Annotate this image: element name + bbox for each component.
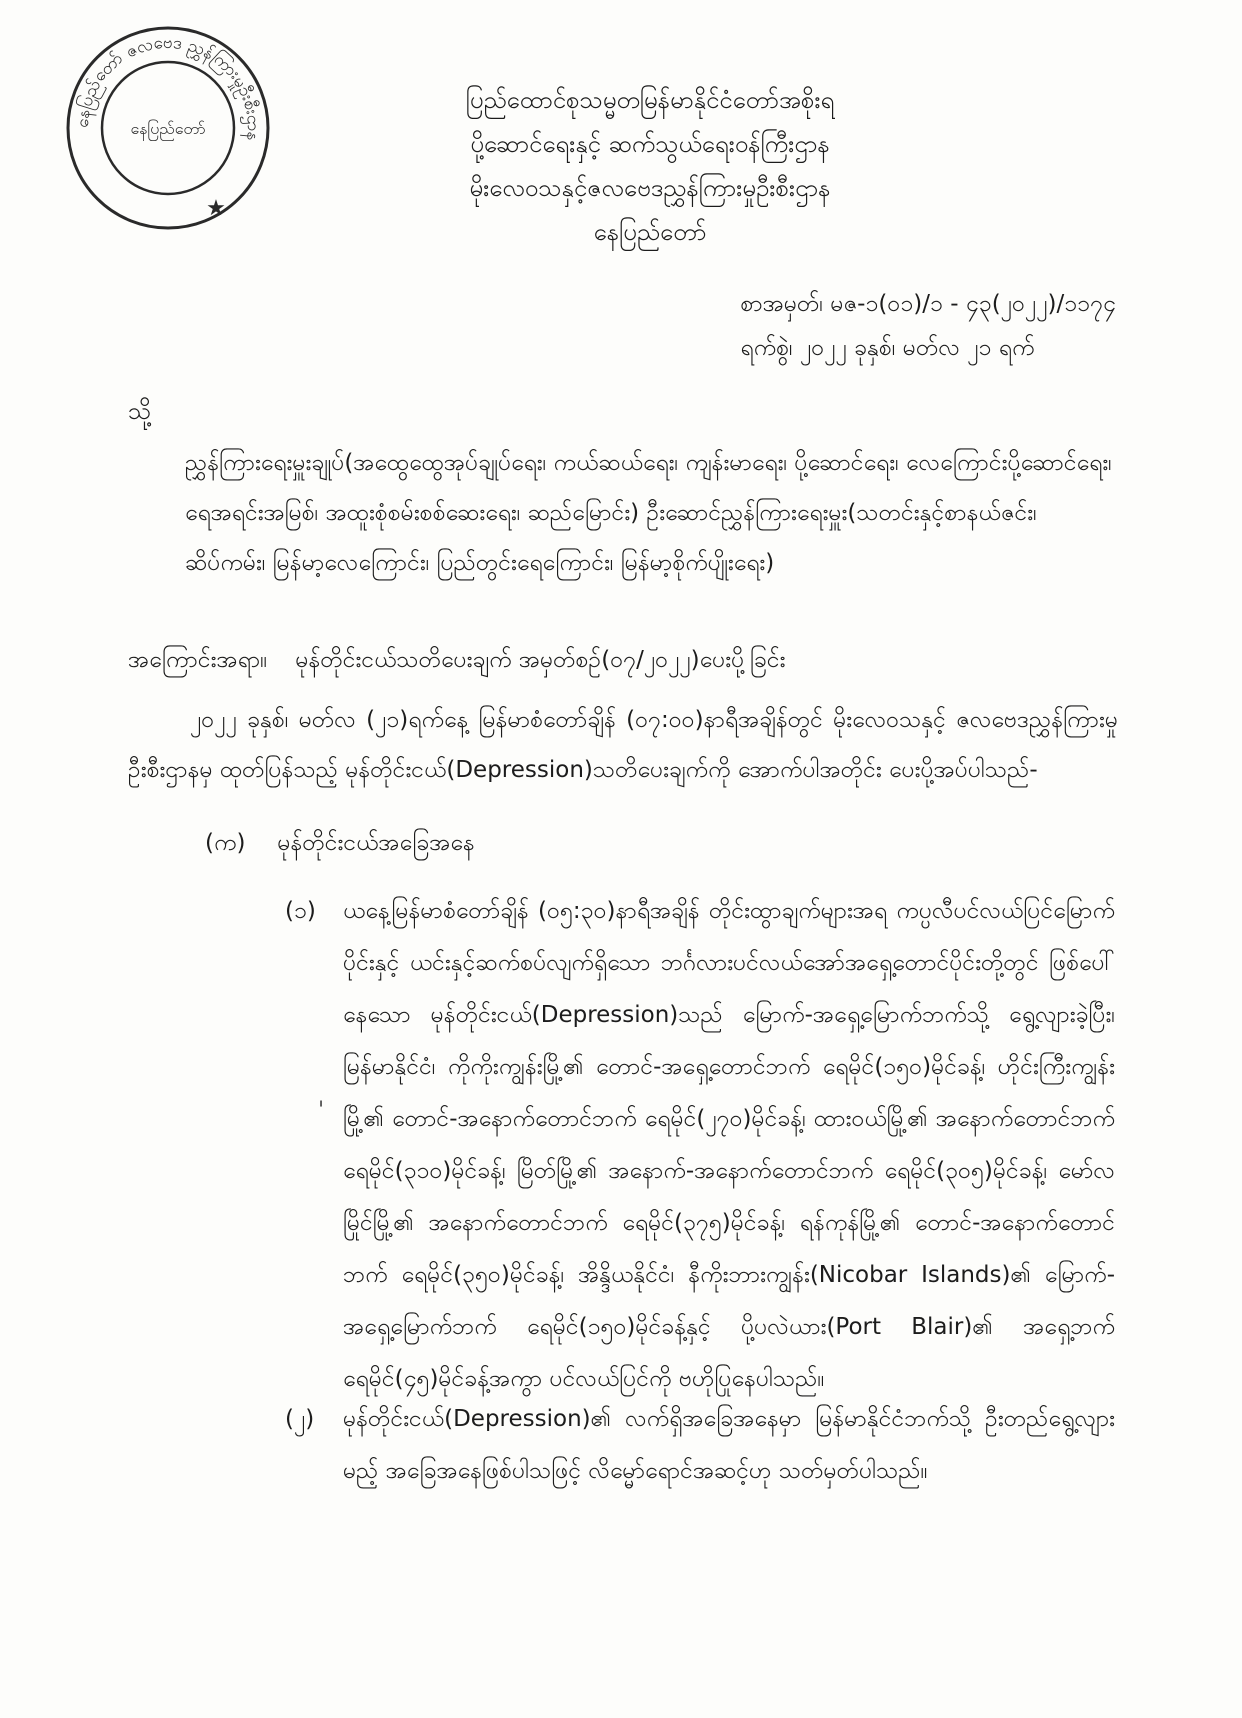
- list-item: [285, 1393, 1115, 1497]
- star-icon: ★: [206, 196, 226, 221]
- letter-date: ရက်စွဲ၊ ၂၀၂၂ ခုနှစ်၊ မတ်လ ၂၁ ရက်: [740, 335, 1035, 361]
- list-item: [285, 885, 1115, 1405]
- subject-line: [128, 640, 1128, 680]
- section-heading: [205, 828, 475, 862]
- letterhead: [300, 78, 1000, 254]
- letterhead-line: နေပြည်တော်: [593, 218, 707, 246]
- body-paragraph: ၂၀၂၂ ခုနှစ်၊ မတ်လ (၂၁)ရက်နေ့ မြန်မာစံတော်ချိန် (၀၇:၀၀)နာရီအချိန်တွင် မိုးလေဝသနှင့် ဇလဗေဒညွှန်ကြားမှုဦးစီးဌာနမှ ထုတ်ပြန်သည့် မုန်တိုင်းငယ်(Depression)သတိပေးချက်ကို အောက်ပါအတိုင်း ပေးပို့အပ်ပါသည်-: [128, 707, 1118, 783]
- seal-center-text: နေပြည်တော်: [130, 119, 206, 138]
- list-item-number: (၁): [285, 898, 316, 924]
- to-label: သို့: [128, 397, 152, 425]
- letterhead-line: ပို့ဆောင်ရေးနှင့် ဆက်သွယ်ရေးဝန်ကြီးဌာန: [470, 130, 830, 158]
- stray-mark: ': [318, 1098, 325, 1123]
- official-seal: [58, 18, 278, 238]
- seal-ring-text: နေပြည်တော် ဇလဗေဒ ညွှန်ကြားမှုဦးစီးဌာန: [72, 32, 264, 142]
- reference-block: [740, 282, 1116, 370]
- list-item-number: (၂): [285, 1406, 315, 1432]
- list-item-text: ယနေ့မြန်မာစံတော်ချိန် (၀၅:၃၀)နာရီအချိန် တိုင်းထွာချက်များအရ ကပ္ပလီပင်လယ်ပြင်မြောက်ပိုင်းနှင့် ယင်းနှင့်ဆက်စပ်လျက်ရှိသော ဘင်္ဂလားပင်လယ်အော်အရှေ့တောင်ပိုင်းတို့တွင် ဖြစ်ပေါ်နေသော မုန်တိုင်းငယ်(Depression)သည် မြောက်-အရှေ့မြောက်ဘက်သို့ ရွေ့လျားခဲ့ပြီး၊ မြန်မာနိုင်ငံ၊ ကိုကိုးကျွန်းမြို့၏ တောင်-အရှေ့တောင်ဘက် ရေမိုင်(၁၅၀)မိုင်ခန့်၊ ဟိုင်းကြီးကျွန်းမြို့၏ တောင်-အနောက်တောင်ဘက် ရေမိုင်(၂၇၀)မိုင်ခန့်၊ ထားဝယ်မြို့၏ အနောက်တောင်ဘက် ရေမိုင်(၃၁၀)မိုင်ခန့်၊ မြိတ်မြို့၏ အနောက်-အနောက်တောင်ဘက် ရေမိုင်(၃၀၅)မိုင်ခန့်၊ မော်လမြိုင်မြို့၏ အနောက်တောင်ဘက် ရေမိုင်(၃၇၅)မိုင်ခန့်၊ ရန်ကုန်မြို့၏ တောင်-အနောက်တောင်ဘက် ရေမိုင်(၃၅၀)မိုင်ခန့်၊ အိန္ဒိယနိုင်ငံ၊ နီကိုးဘားကျွန်း(Nicobar Islands)၏ မြောက်-အရှေ့မြောက်ဘက် ရေမိုင်(၁၅၀)မိုင်ခန့်နှင့် ပို့ပလဲယား(Port Blair)၏ အရှေ့ဘက် ရေမိုင်(၄၅)မိုင်ခန့်အကွာ ပင်လယ်ပြင်ကို ဗဟိုပြုနေပါသည်။: [343, 898, 1115, 1392]
- letterhead-line: ပြည်ထောင်စုသမ္မတမြန်မာနိုင်ငံတော်အစိုးရ: [465, 86, 835, 114]
- section-marker: (က): [205, 830, 246, 856]
- subject-label: အကြောင်းအရာ။: [128, 647, 268, 673]
- list-item-text: မုန်တိုင်းငယ်(Depression)၏ လက်ရှိအခြေအနေမှာ မြန်မာနိုင်ငံဘက်သို့ ဦးတည်ရွေ့လျားမည့် အခြေအနေဖြစ်ပါသဖြင့် လိမ္မော်ရောင်အဆင့်ဟု သတ်မှတ်ပါသည်။: [343, 1406, 1115, 1484]
- section-title: မုန်တိုင်းငယ်အခြေအနေ: [277, 830, 475, 856]
- letter-number: စာအမှတ်၊ မဇ-၁(၀၁)/၁ - ၄၃(၂၀၂၂)/၁၁၇၄: [740, 291, 1116, 317]
- letterhead-line: မိုးလေဝသနှင့်ဇလဗေဒညွှန်ကြားမှုဦးစီးဌာန: [469, 174, 831, 202]
- subject-text: မုန်တိုင်းငယ်သတိပေးချက် အမှတ်စဉ်(၀၇/၂၀၂၂)ပေးပို့ခြင်း: [295, 647, 786, 673]
- recipients: ညွှန်ကြားရေးမှူးချုပ်(အထွေထွေအုပ်ချုပ်ရေး၊ ကယ်ဆယ်ရေး၊ ကျန်းမာရေး၊ ပို့ဆောင်ရေး၊ လေကြောင်းပို့ဆောင်ရေး၊ ရေအရင်းအမြစ်၊ အထူးစုံစမ်းစစ်ဆေးရေး၊ ဆည်မြောင်း) ဦးဆောင်ညွှန်ကြားရေးမှူး(သတင်းနှင့်စာနယ်ဇင်း၊ ဆိပ်ကမ်း၊ မြန်မာ့လေကြောင်း၊ ပြည်တွင်းရေကြောင်း၊ မြန်မာ့စိုက်ပျိုးရေး): [185, 450, 1112, 576]
